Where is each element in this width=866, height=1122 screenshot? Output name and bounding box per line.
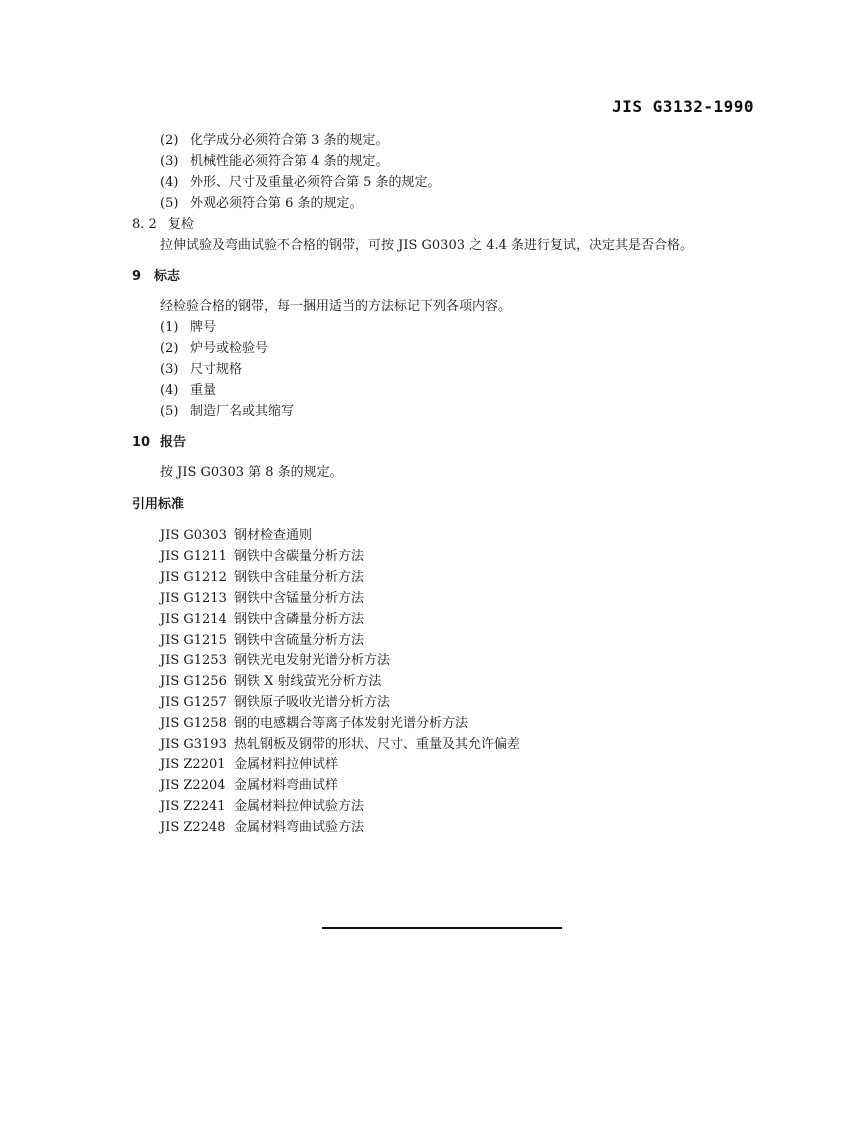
reference-name: 钢材检查通则 — [234, 528, 313, 543]
reference-code: JIS G1257 — [160, 695, 227, 710]
reference-code: JIS G1212 — [160, 570, 227, 585]
reference-item — [160, 777, 338, 795]
reference-name: 金属材料弯曲试样 — [234, 778, 339, 793]
item-text: 牌号 — [190, 320, 217, 335]
section-title: 报告 — [160, 435, 187, 450]
reference-name: 钢铁 X 射线萤光分析方法 — [234, 674, 382, 689]
item-number: (4) — [160, 383, 179, 398]
reference-name: 钢铁中含硅量分析方法 — [234, 570, 365, 585]
sec9-item-3 — [160, 361, 242, 379]
reference-name: 钢的电感耦合等离子体发射光谱分析方法 — [234, 716, 469, 731]
item-number: (3) — [160, 362, 179, 377]
reference-code: JIS G1213 — [160, 591, 227, 606]
item-text: 重量 — [190, 383, 217, 398]
reference-item — [160, 548, 364, 566]
reference-item — [160, 590, 364, 608]
item-number: (2) — [160, 341, 179, 356]
reference-name: 钢铁中含碳量分析方法 — [234, 549, 365, 564]
item-number: (4) — [160, 175, 179, 190]
reference-name: 热轧钢板及钢带的形状、尺寸、重量及其允许偏差 — [234, 737, 521, 752]
reference-item — [160, 715, 468, 733]
sec9-item-2 — [160, 340, 268, 358]
reference-item — [160, 798, 364, 816]
sec9-item-5 — [160, 403, 294, 421]
reference-item — [160, 569, 364, 587]
sec9-item-4 — [160, 382, 216, 400]
reference-item — [160, 756, 338, 774]
section-number: 10 — [132, 435, 151, 450]
reference-item — [160, 736, 520, 754]
section-number: 8. 2 — [132, 217, 157, 232]
section-8-2-heading — [132, 216, 194, 234]
item-text: 机械性能必须符合第 4 条的规定。 — [190, 154, 389, 169]
item-number: (3) — [160, 154, 179, 169]
sec8-item-2 — [160, 132, 389, 150]
sec8-item-4 — [160, 174, 441, 192]
reference-name: 钢铁光电发射光谱分析方法 — [234, 653, 391, 668]
sec8-item-5 — [160, 195, 363, 213]
document-header-standard-id: JIS G3132-1990 — [612, 97, 754, 116]
reference-name: 钢铁中含锰量分析方法 — [234, 591, 365, 606]
reference-code: JIS G1258 — [160, 716, 227, 731]
reference-code: JIS G0303 — [160, 528, 227, 543]
reference-code: JIS G1253 — [160, 653, 227, 668]
reference-code: JIS G1211 — [160, 549, 227, 564]
reference-code: JIS G1215 — [160, 633, 227, 648]
reference-code: JIS Z2241 — [160, 799, 226, 814]
references-heading: 引用标准 — [132, 497, 185, 512]
reference-item — [160, 819, 364, 837]
section-8-2-body: 拉伸试验及弯曲试验不合格的钢带，可按 JIS G0303 之 4.4 条进行复试，决定其是否合格。 — [160, 238, 694, 253]
reference-code: JIS Z2204 — [160, 778, 226, 793]
sec8-item-3 — [160, 153, 389, 171]
section-10-heading — [132, 434, 186, 452]
item-text: 外形、尺寸及重量必须符合第 5 条的规定。 — [190, 175, 441, 190]
reference-item — [160, 632, 364, 650]
reference-item — [160, 673, 382, 691]
reference-item — [160, 527, 312, 545]
reference-code: JIS G1214 — [160, 612, 227, 627]
reference-name: 金属材料拉伸试样 — [234, 757, 339, 772]
reference-item — [160, 611, 364, 629]
reference-name: 金属材料拉伸试验方法 — [234, 799, 365, 814]
reference-item — [160, 652, 390, 670]
reference-code: JIS Z2201 — [160, 757, 226, 772]
item-text: 外观必须符合第 6 条的规定。 — [190, 196, 363, 211]
section-title: 标志 — [154, 269, 181, 284]
reference-code: JIS G3193 — [160, 737, 227, 752]
end-of-document-rule — [322, 927, 562, 929]
item-text: 尺寸规格 — [190, 362, 243, 377]
reference-item — [160, 694, 390, 712]
item-number: (1) — [160, 320, 179, 335]
section-9-heading — [132, 268, 180, 286]
section-9-intro: 经检验合格的钢带，每一捆用适当的方法标记下列各项内容。 — [160, 299, 512, 314]
sec9-item-1 — [160, 319, 216, 337]
section-number: 9 — [132, 269, 142, 284]
section-title: 复检 — [168, 217, 195, 232]
item-text: 炉号或检验号 — [190, 341, 269, 356]
reference-name: 金属材料弯曲试验方法 — [234, 820, 365, 835]
reference-name: 钢铁原子吸收光谱分析方法 — [234, 695, 391, 710]
item-number: (5) — [160, 196, 179, 211]
item-text: 制造厂名或其缩写 — [190, 404, 295, 419]
reference-code: JIS G1256 — [160, 674, 227, 689]
section-10-body: 按 JIS G0303 第 8 条的规定。 — [160, 465, 343, 480]
reference-name: 钢铁中含硫量分析方法 — [234, 633, 365, 648]
reference-name: 钢铁中含磷量分析方法 — [234, 612, 365, 627]
item-number: (2) — [160, 133, 179, 148]
item-number: (5) — [160, 404, 179, 419]
reference-code: JIS Z2248 — [160, 820, 226, 835]
item-text: 化学成分必须符合第 3 条的规定。 — [190, 133, 389, 148]
